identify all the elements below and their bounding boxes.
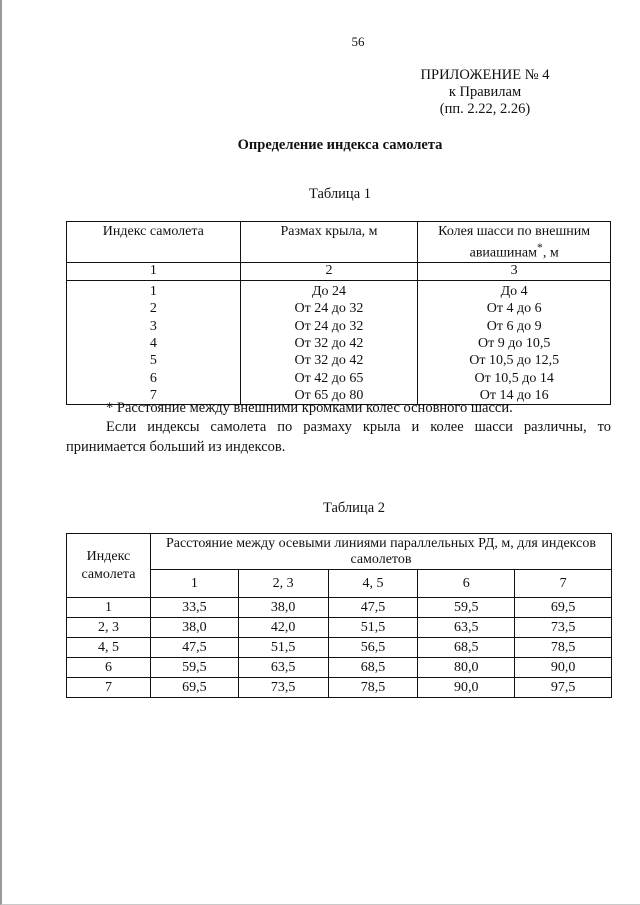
table2-cell: 51,5	[238, 638, 328, 658]
table1-row	[67, 280, 611, 300]
appendix-line-3: (пп. 2.22, 2.26)	[439, 101, 531, 117]
table1-caption: Таблица 1	[308, 186, 371, 202]
table1-cell: От 10,5 до 14	[418, 370, 611, 387]
table1-number-row	[67, 262, 611, 280]
table2-row	[67, 678, 612, 698]
table1-cell: От 42 до 65	[240, 370, 418, 387]
table1-header-cell	[418, 222, 611, 263]
table2-cell: 80,0	[418, 658, 515, 678]
table2	[66, 533, 612, 698]
appendix-line-2: к Правилам	[448, 84, 522, 100]
table2-cell: 90,0	[418, 678, 515, 698]
table2-cell: 63,5	[418, 618, 515, 638]
table1-header-cell: Индекс самолета	[67, 222, 241, 263]
table2-row	[67, 658, 612, 678]
table1-row	[67, 317, 611, 334]
table1-header-unit: , м	[542, 245, 559, 261]
table2-header-row	[67, 534, 612, 570]
table2-cell: 69,5	[515, 598, 612, 618]
table1-col-number: 1	[67, 262, 241, 280]
table2-cell: 90,0	[515, 658, 612, 678]
table1-col-number: 2	[240, 262, 418, 280]
table2-cell: 69,5	[150, 678, 238, 698]
table2-cell: 78,5	[328, 678, 418, 698]
table2-span-header: Расстояние между осевыми линиями параллельных РД, м, для индексов самолетов	[150, 534, 611, 570]
table1-cell: 4	[67, 335, 241, 352]
table2-cell: 1	[67, 598, 151, 618]
table1-col-number: 3	[418, 262, 611, 280]
table2-cell: 2, 3	[67, 618, 151, 638]
table2-cell: 38,0	[238, 598, 328, 618]
table2-cell: 59,5	[418, 598, 515, 618]
table2-row	[67, 598, 612, 618]
document-title: Определение индекса самолета	[237, 137, 443, 153]
table2-cell: 38,0	[150, 618, 238, 638]
table2-index-header: Индекс самолета	[67, 534, 151, 598]
table2-cell: 63,5	[238, 658, 328, 678]
table1-row	[67, 370, 611, 387]
table1-cell: От 14 до 16	[418, 387, 611, 405]
table2-cell: 42,0	[238, 618, 328, 638]
table2-row	[67, 638, 612, 658]
table2-cell: 68,5	[328, 658, 418, 678]
note-paragraph: Если индексы самолета по размаху крыла и колее шасси различны, то принимается больший из индексов.	[66, 419, 611, 455]
table2-subheader-cell: 1	[150, 570, 238, 598]
appendix-line-1: ПРИЛОЖЕНИЕ № 4	[420, 67, 550, 83]
page-number: 56	[351, 34, 365, 49]
table2-cell: 78,5	[515, 638, 612, 658]
table1-cell: 1	[67, 280, 241, 300]
table1-row	[67, 300, 611, 317]
table2-cell: 4, 5	[67, 638, 151, 658]
table2-cell: 47,5	[328, 598, 418, 618]
table2-cell: 7	[67, 678, 151, 698]
table1-cell: От 24 до 32	[240, 317, 418, 334]
table2-cell: 47,5	[150, 638, 238, 658]
table1-header-row	[67, 222, 611, 263]
table2-subheader-cell: 2, 3	[238, 570, 328, 598]
table1-cell: До 24	[240, 280, 418, 300]
table1-cell: От 32 до 42	[240, 335, 418, 352]
table1-cell: От 24 до 32	[240, 300, 418, 317]
table1-cell: От 9 до 10,5	[418, 335, 611, 352]
appendix-header	[400, 67, 570, 118]
footnote-marker: *	[536, 241, 543, 254]
table1-cell: От 65 до 80	[240, 387, 418, 405]
table2-cell: 51,5	[328, 618, 418, 638]
table2-caption: Таблица 2	[322, 500, 385, 516]
table1-cell: От 32 до 42	[240, 352, 418, 369]
table1-cell: От 10,5 до 12,5	[418, 352, 611, 369]
table1-header-cell: Размах крыла, м	[240, 222, 418, 263]
table1-cell: От 6 до 9	[418, 317, 611, 334]
table1-row	[67, 335, 611, 352]
table1-cell: 7	[67, 387, 241, 405]
table1-cell: От 4 до 6	[418, 300, 611, 317]
table2-subheader-cell: 7	[515, 570, 612, 598]
table2-cell: 73,5	[238, 678, 328, 698]
table1-row	[67, 352, 611, 369]
table2-cell: 33,5	[150, 598, 238, 618]
table1-cell: 6	[67, 370, 241, 387]
table2-subheader-cell: 6	[418, 570, 515, 598]
table1-cell: 2	[67, 300, 241, 317]
table1	[66, 221, 611, 405]
table2-cell: 68,5	[418, 638, 515, 658]
table1-header-text: Колея шасси по внешним авиашинам	[438, 224, 591, 261]
table2-cell: 73,5	[515, 618, 612, 638]
table1-cell: 5	[67, 352, 241, 369]
table2-subheader-cell: 4, 5	[328, 570, 418, 598]
table2-cell: 97,5	[515, 678, 612, 698]
table1-cell: До 4	[418, 280, 611, 300]
table1-cell: 3	[67, 317, 241, 334]
table2-cell: 56,5	[328, 638, 418, 658]
table2-row	[67, 618, 612, 638]
table2-cell: 6	[67, 658, 151, 678]
footnote: * Расстояние между внешними кромками колес основного шасси.	[106, 400, 513, 416]
table2-cell: 59,5	[150, 658, 238, 678]
